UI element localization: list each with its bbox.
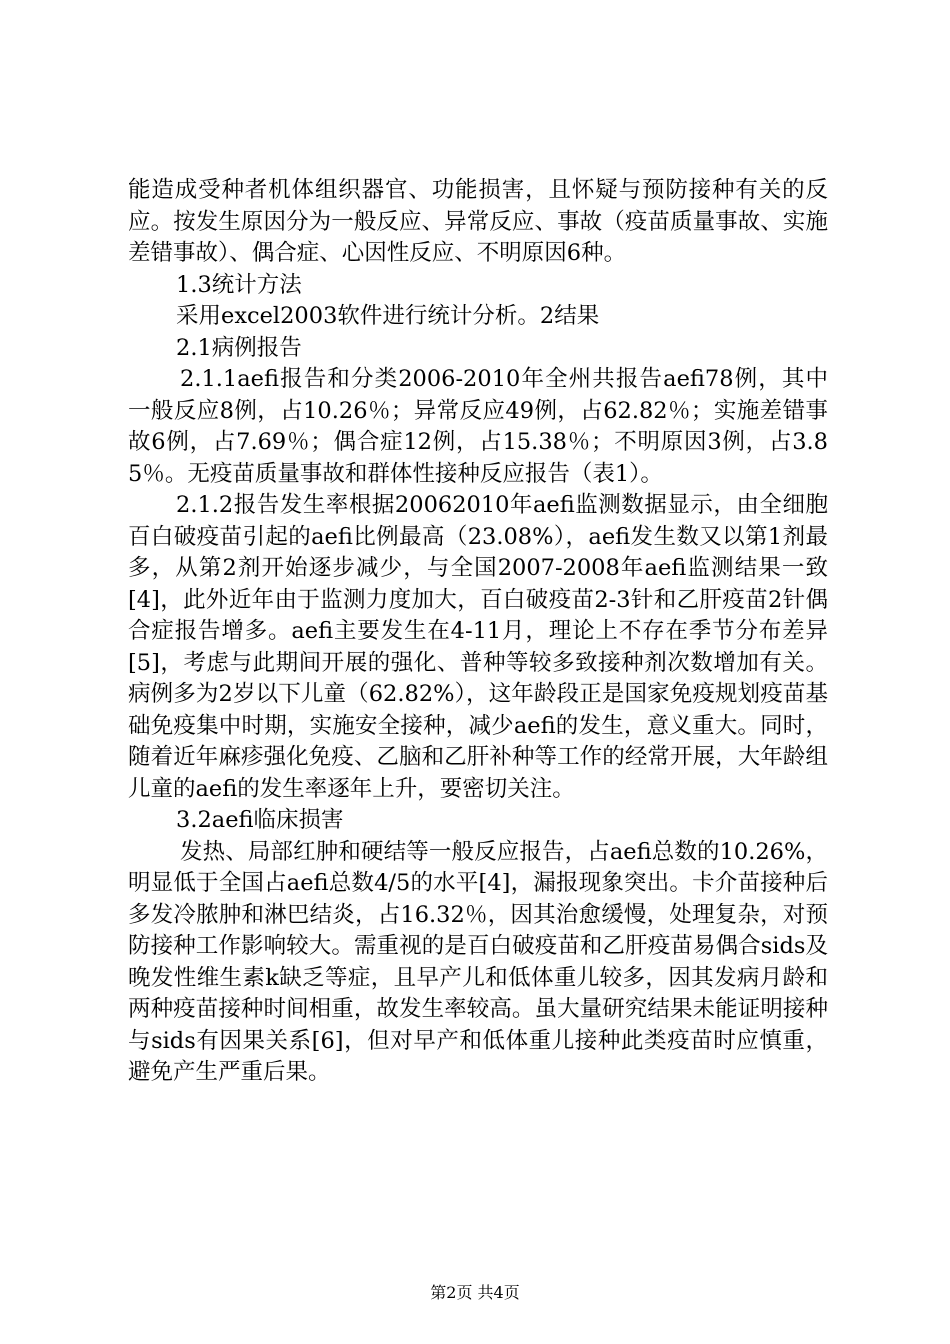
paragraph-clinical-damage: 发热、局部红肿和硬结等一般反应报告，占aefi总数的10.26%，明显低于全国占aefi总数4/5的水平[4]，漏报现象突出。卡介苗接种后多发冷脓肿和淋巴结炎，占16.32％，因其治愈缓慢，处理复杂，对预防接种工作影响较大。需重视的是百白破疫苗和乙肝疫苗易偶合sids及晚发性维生素k缺乏等症，且早产儿和低体重儿较多，因其发病月龄和两种疫苗接种时间相重，故发生率较高。虽大量研究结果未能证明接种与sids有因果关系[6]，但对早产和低体重儿接种此类疫苗时应慎重，避免产生严重后果。 (128, 838, 828, 1085)
section-heading-case-report: 2.1病例报告 (176, 334, 302, 361)
paragraph-continuation: 能造成受种者机体组织器官、功能损害，且怀疑与预防接种有关的反应。按发生原因分为一般反应、异常反应、事故（疫苗质量事故、实施差错事故）、偶合症、心因性反应、不明原因6种。 (128, 177, 828, 266)
section-heading-statistics: 1.3统计方法 (176, 271, 302, 298)
document-body (128, 175, 828, 1089)
page-number-footer: 第2页 共4页 (430, 1283, 520, 1302)
paragraph-aefi-classification: 2.1.1aefi报告和分类2006-2010年全州共报告aefi78例，其中一般反应8例，占10.26％；异常反应49例，占62.82％；实施差错事故6例，占7.69％；偶合症12例，占15.38％；不明原因3例，占3.85％。无疫苗质量事故和群体性接种反应报告（表1）。 (128, 366, 828, 487)
paragraph-statistics-method: 采用excel2003软件进行统计分析。2结果 (176, 303, 600, 329)
paragraph-incidence-rate: 2.1.2报告发生率根据20062010年aefi监测数据显示，由全细胞百白破疫苗引起的aefi比例最高（23.08%），aefi发生数又以第1剂最多，从第2剂开始逐步减少，与全国2007-2008年aefi监测结果一致[4]，此外近年由于监测力度加大，百白破疫苗2-3针和乙肝疫苗2针偶合症报告增多。aefi主要发生在4-11月，理论上不存在季节分布差异[5]，考虑与此期间开展的强化、普种等较多致接种剂次数增加有关。病例多为2岁以下儿童（62.82%），这年龄段正是国家免疫规划疫苗基础免疫集中时期，实施安全接种，减少aefi的发生，意义重大。同时，随着近年麻疹强化免疫、乙脑和乙肝补种等工作的经常开展，大年龄组儿童的aefi的发生率逐年上升，要密切关注。 (128, 492, 828, 802)
section-heading-clinical-damage: 3.2aefi临床损害 (176, 807, 344, 833)
